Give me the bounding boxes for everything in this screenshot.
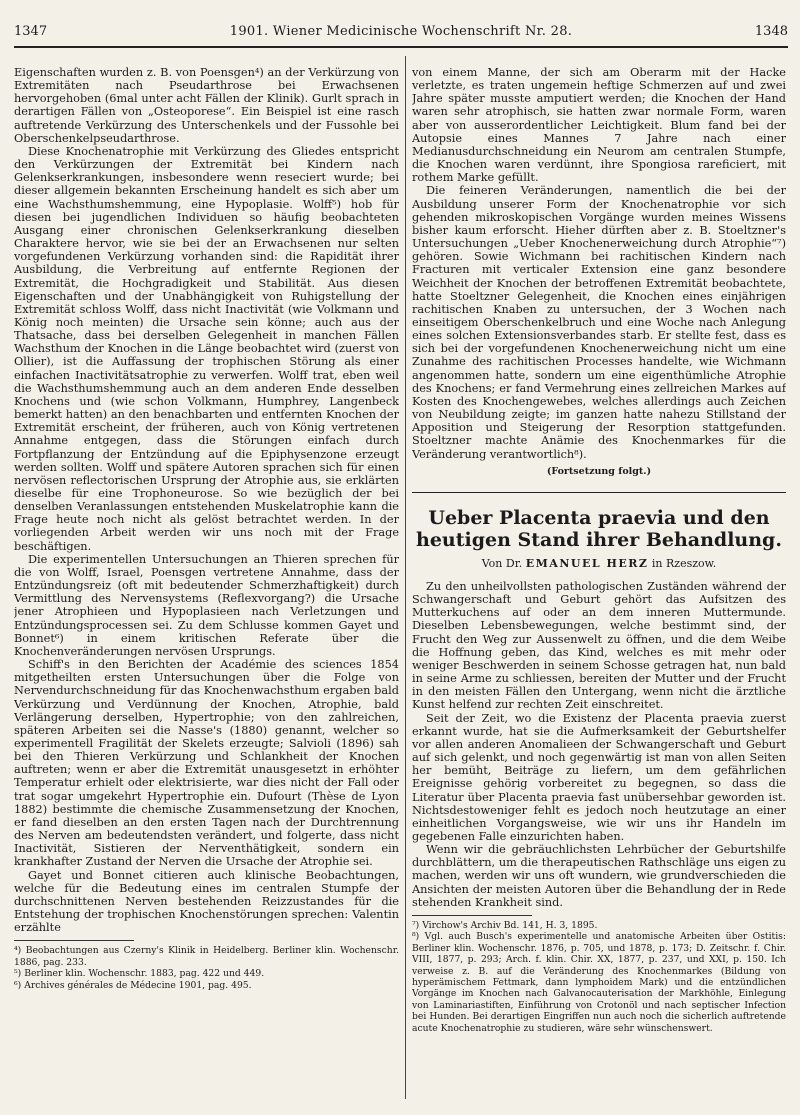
author-name: EMANUEL HERZ — [525, 556, 649, 570]
footnote-7: ⁷) Virchow's Archiv Bd. 141, H. 3, 1895. — [412, 919, 598, 931]
footnote-6: ⁶) Archives générales de Médecine 1901, pag. 495. — [14, 979, 252, 991]
right-paragraph-5: Wenn wir die gebräuchlichsten Lehrbücher der Geburtshilfe durchblättern, um die therapeutischen Rathschläge uns eigen zu machen, werden wir uns oft wundern, wie grundverschieden die Ansichten der meisten Autoren über die Behandlung der in Rede stehenden Krankheit sind. — [412, 843, 786, 909]
right-column — [412, 66, 786, 1101]
author-location: in Rzeszow. — [651, 556, 717, 570]
footnote-4: ⁴) Beobachtungen aus Czerny's Klinik in Heidelberg. Berliner klin. Wochenschr. 1886, pag. 233. — [14, 945, 399, 968]
continuation-note: (Fortsetzung folgt.) — [546, 465, 652, 477]
page-header — [14, 24, 788, 48]
footnote-rule — [14, 940, 134, 941]
page-number-left: 1347 — [14, 24, 48, 39]
left-paragraph-3: Die experimentellen Untersuchungen an Thieren sprechen für die von Wolff, Israel, Poensgen vertretene Annahme, dass der Entzündungsreiz (oft mit bedeutender Schmerzhaftigkeit) durch Vermittlung des Nervensystems (Reflexvorgang?) die Ursache jener Atrophieen und Hypoplasieen nach Verletzungen und Entzündungsprocessen sei. Zu dem Schlusse kommen Gayet und Bonnet⁶) in einem kritischen Referate über die Knochenveränderungen nervösen Ursprungs. — [14, 552, 399, 658]
left-paragraph-4: Schiff's in den Berichten der Académie des sciences 1854 mitgetheilten ersten Untersuchungen über die Folge von Nervendurchschneidung für das Knochenwachsthum ergaben bald Verkürzung und Verdünnung der Knochen, Atrophie, bald Verlängerung derselben, Hypertrophie; von den zahlreichen, späteren Arbeiten sei die Nasse's (1880) genannt, welcher so experimentell Fragilität der Skelets erzeugte; Salvioli (1896) sah bei den Thieren Verkürzung und Schlankheit der Knochen auftreten; wenn er aber die Extremität unausgesetzt in erhöhter Temperatur erhielt oder elektrisierte, war dies nicht der Fall oder trat sogar umgekehrt Hypertrophie ein. Dufourt (Thèse de Lyon 1882) bestimmte die chemische Zusammensetzung der Knochen, er fand dieselben an den ersten Tagen nach der Durchtrennung des Nerven am bedeutendsten verändert, und folgerte, dass nicht Inactivität, Sistieren der Nerventhätigkeit, sondern ein krankhafter Zustand der Nerven die Ursache der Atrophie sei. — [14, 658, 399, 869]
article-author — [412, 557, 786, 570]
left-paragraph-1: Eigenschaften wurden z. B. von Poensgen⁴) an der Verkürzung von Extremitäten nach Pseudarthrose bei Erwachsenen hervorgehoben (6mal unter acht Fällen der Klinik). Gurlt sprach in derartigen Fällen von „Osteoporese“. Ein Beispiel ist eine rasch auftretende Verkürzung des Unterschenkels und der Fussohle bei Oberschenkelpseudarthrose. — [14, 66, 399, 145]
article-title: Ueber Placenta praevia und den heutigen Stand ihrer Behandlung. — [416, 506, 782, 551]
right-paragraph-1: von einem Manne, der sich am Oberarm mit der Hacke verletzte, es traten ungemein heftige Schmerzen auf und zwei Jahre später musste amputiert werden; die Knochen der Hand waren sehr atrophisch, sie hatten zwar normale Form, waren aber von ausserordentlicher Leichtigkeit. Blum fand bei der Autopsie eines Mannes 7 Jahre nach einer Medianusdurchschneidung ein Neurom am centralen Stumpfe, die Knochen waren verdünnt, ihre Spongiosa rareficiert, mit rothem Marke gefüllt. — [412, 66, 786, 185]
left-column — [14, 66, 399, 1101]
footnote-5: ⁵) Berliner klin. Wochenschr. 1883, pag. 422 und 449. — [14, 968, 265, 980]
author-prefix: Von Dr. — [481, 556, 523, 570]
footnote-rule — [412, 915, 532, 916]
right-paragraph-2: Die feineren Veränderungen, namentlich die bei der Ausbildung unserer Form der Knochenatrophie vor sich gehenden mikroskopischen Vorgänge wurden meines Wissens bisher kaum erforscht. Hieher dürften aber z. B. Stoeltzner's Untersuchungen „Ueber Knochenerweichung durch Atrophie“⁷) gehören. Sowie Wichmann bei rachitischen Kindern nach Fracturen mit verticaler Extension eine ganz besondere Weichheit der Knochen der betroffenen Extremität beobachtete, hatte Stoeltzner Gelegenheit, die Knochen eines einjährigen rachitischen Knaben zu untersuchen, der 3 Wochen nach einseitigem Oberschenkelbruch und eine Woche nach Anlegung eines solchen Extensionsverbandes starb. Er stellte fest, dass es sich bei der vorgefundenen Knochenerweichung nicht um eine Zunahme des rachitischen Processes handelte, wie Wichmann angenommen hatte, sondern um eine eigenthümliche Atrophie des Knochens; er fand Vermehrung eines zellreichen Markes auf Kosten des Knochengewebes, welches allerdings auch Zeichen von Neubildung zeigte; im ganzen hatte nahezu Stillstand der Apposition und Steigerung der Resorption stattgefunden. Stoeltzner machte Anämie des Knochenmarkes für die Veränderung verantwortlich⁸). — [412, 184, 786, 461]
right-paragraph-3: Zu den unheilvollsten pathologischen Zuständen während der Schwangerschaft und Geburt gehört das Aufsitzen des Mutterkuchens auf oder an dem inneren Muttermunde. Dieselben Lebensbewegungen, welche bestimmt sind, der Frucht den Weg zur Aussenwelt zu öffnen, und die dem Weibe die Hoffnung geben, das Kind, welches es mit mehr oder weniger Beschwerden in seinem Schosse getragen hat, nun bald in seine Arme zu schliessen, bereiten der Mutter und der Frucht in den meisten Fällen den Untergang, wenn nicht die ärztliche Kunst helfend zur rechten Zeit einschreitet. — [412, 580, 786, 712]
column-divider — [405, 56, 406, 1099]
journal-title: 1901. Wiener Medicinische Wochenschrift Nr. 28. — [229, 24, 573, 39]
footnote-8: ⁸) Vgl. auch Busch's experimentelle und anatomische Arbeiten über Ostitis: Berliner klin. Wochenschr. 1876, p. 705, und 1878, p. 173; D. Zeitschr. f. Chir. VIII, 1877, p. 293; Arch. f. klin. Chir. XX, 1877, p. 237, und XXI, p. 150. Ich verweise z. B. auf die Veränderung des Knochenmarkes (Bildung von hyperämischem Fettmark, dann lymphoidem Mark) und die entzündlichen Vorgänge im Knochen nach Galvanocauterisation der Markhöhle, Einlegung von Laminariastiften, Einführung von Crotonöl und nach septischer Infection bei Hunden. Bei derartigen Eingriffen nun auch noch die sicherlich auftretende acute Knochenatrophie zu studieren, wäre sehr wünschenswert. — [412, 931, 786, 1034]
page-number-right: 1348 — [754, 24, 788, 39]
left-paragraph-2: Diese Knochenatrophie mit Verkürzung des Gliedes entspricht den Verkürzungen der Extremität bei Kindern nach Gelenkserkrankungen, insbesondere wenn reseciert wurde; bei dieser allgemein bekannten Erscheinung handelt es sich aber um eine Wachsthumshemmung, eine Hypoplasie. Wolff⁵) hob für diesen bei jugendlichen Individuen so häufig beobachteten Ausgang einer chronischen Gelenkserkrankung dieselben Charaktere hervor, wie sie bei der an Erwachsenen nur selten vorgefundenen Verkürzung vorhanden sind: die Rapidität ihrer Ausbildung, die Verbreitung auf entfernte Regionen der Extremität, die Hochgradigkeit und Stabilität. Aus diesen Eigenschaften und der Unabhängigkeit von Ruhigstellung der Extremität schloss Wolff, dass nicht Inactivität (wie Volkmann und König noch meinten) die Ursache sein könne; auch aus der Thatsache, dass bei derselben Gelegenheit in manchen Fällen Wachsthum der Knochen in die Länge beobachtet wird (zuerst von Ollier), ist die Auffassung der trophischen Störung als einer einfachen Inactivitätsatrophie zu verwerfen. Wolff trat, eben weil die Wachsthumshemmung auch an dem anderen Ende desselben Knochens und (wie schon Volkmann, Humphrey, Langenbeck bemerkt hatten) an den benachbarten und entfernten Knochen der Extremität erscheint, der früheren, auch von König vertretenen Annahme entgegen, dass die Störungen einfach durch Fortpflanzung der Entzündung auf die Epiphysenzone erzeugt werden sollten. Wolff und spätere Autoren sprachen sich für einen nervösen reflectorischen Ursprung der Atrophie aus, sie erklärten dieselbe für eine Trophoneurose. So wie bezüglich der bei denselben Veranlassungen entstehenden Muskelatrophie kann die Frage heute noch nicht als gelöst betrachtet werden. In der vorliegenden Arbeit werden wir uns noch mit der Frage beschäftigen. — [14, 144, 399, 553]
section-divider — [412, 492, 786, 493]
left-paragraph-5: Gayet und Bonnet citieren auch klinische Beobachtungen, welche für die Bedeutung eines im centralen Stumpfe der durchschnittenen Nerven bestehenden Reizzustandes für die Entstehung der trophischen Knochenstörungen sprechen: Valentin erzählte — [14, 868, 399, 935]
right-paragraph-4: Seit der Zeit, wo die Existenz der Placenta praevia zuerst erkannt wurde, hat sie die Aufmerksamkeit der Geburtshelfer vor allen anderen Anomalieen der Schwangerschaft und Geburt auf sich gelenkt, und noch gegenwärtig ist man von allen Seiten her bemüht, Beiträge zu liefern, um dem gefährlichen Ereignisse gehörig vorbereitet zu begegnen, so dass die Literatur über Placenta praevia fast unübersehbar geworden ist. Nichtsdestoweniger fehlt es jedoch noch heutzutage an einer einheitlichen Vorgangsweise, wie wir uns ihr Handeln im gegebenen Falle einzurichten haben. — [412, 711, 786, 843]
